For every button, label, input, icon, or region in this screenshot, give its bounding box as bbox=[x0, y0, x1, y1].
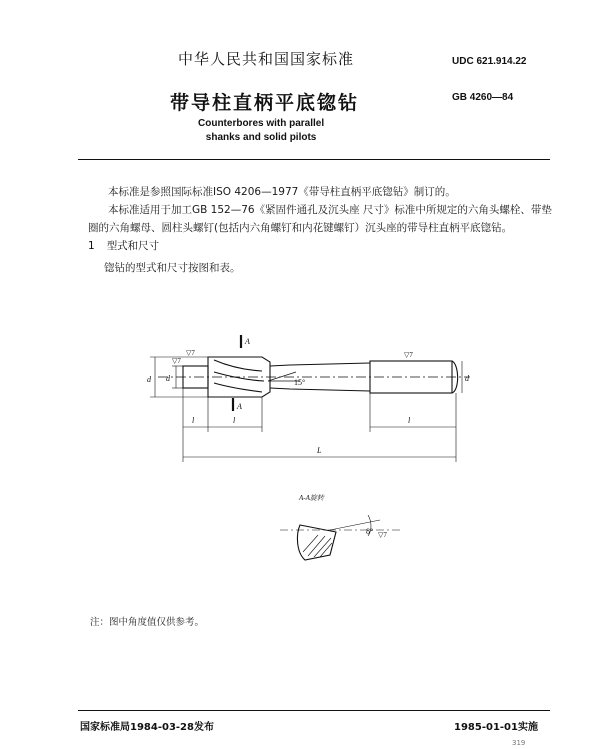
english-title-line-2: shanks and solid pilots bbox=[205, 132, 317, 143]
intro-paragraph: 本标准是参照国际标准ISO 4206—1977《带导柱直柄平底锪钻》制订的。 bbox=[108, 186, 456, 198]
standard-org-heading: 中华人民共和国国家标准 bbox=[178, 50, 355, 68]
section-number: 1 bbox=[88, 240, 95, 252]
angle-line bbox=[268, 372, 296, 381]
flute-3 bbox=[214, 383, 262, 392]
neck-upper bbox=[270, 363, 370, 366]
dimension-label-l: l bbox=[233, 416, 236, 425]
surface-mark-4: ▽7 bbox=[378, 531, 387, 539]
surface-mark-1: ▽7 bbox=[186, 349, 195, 357]
page-number: 319 bbox=[512, 739, 526, 747]
surface-mark-2: ▽7 bbox=[172, 357, 181, 365]
scope-paragraph-line-1: 本标准适用于加工GB 152—76《紧固件通孔及沉头座 尺寸》标准中所规定的六角头螺栓、带垫 bbox=[108, 204, 552, 216]
footer-divider bbox=[78, 710, 550, 711]
flute-1 bbox=[214, 360, 262, 371]
dimension-label-l1: l bbox=[192, 416, 195, 425]
gb-code: GB 4260—84 bbox=[452, 92, 514, 103]
section-label-top: A bbox=[245, 337, 250, 346]
flute-2 bbox=[214, 372, 264, 381]
section-view-label: A-A旋转 bbox=[299, 494, 324, 502]
section-hatching bbox=[303, 535, 332, 557]
dimension-label-L: L bbox=[317, 446, 322, 455]
english-title-line-1: Counterbores with parallel bbox=[198, 118, 325, 129]
udc-code: UDC 621.914.22 bbox=[452, 56, 527, 67]
angle-label: 15° bbox=[294, 378, 306, 387]
issue-date: 国家标准局1984-03-28发布 bbox=[80, 722, 214, 733]
section-title: 型式和尺寸 bbox=[106, 240, 160, 252]
page-title: 带导柱直柄平底锪钻 bbox=[170, 92, 360, 114]
diameter-label-d1: d bbox=[166, 374, 170, 383]
section-label-bottom: A bbox=[237, 402, 242, 411]
scope-paragraph-line-2: 圈的六角螺母、圆柱头螺钉(包括内六角螺钉和内花键螺钉）沉头座的带导柱直柄平底锪钻。 bbox=[88, 222, 513, 234]
diameter-label-d2: d bbox=[465, 374, 469, 383]
surface-mark-3: ▽7 bbox=[404, 351, 413, 359]
diameter-label-d: d bbox=[147, 375, 151, 384]
angle-note: 注：图中角度值仅供参考。 bbox=[90, 617, 205, 628]
dimension-label-l2: l bbox=[408, 416, 411, 425]
neck-lower bbox=[270, 388, 370, 391]
section-angle-label: 8° bbox=[366, 527, 374, 536]
section-text: 锪钻的型式和尺寸按图和表。 bbox=[104, 262, 241, 274]
effective-date: 1985-01-01实施 bbox=[454, 722, 538, 733]
